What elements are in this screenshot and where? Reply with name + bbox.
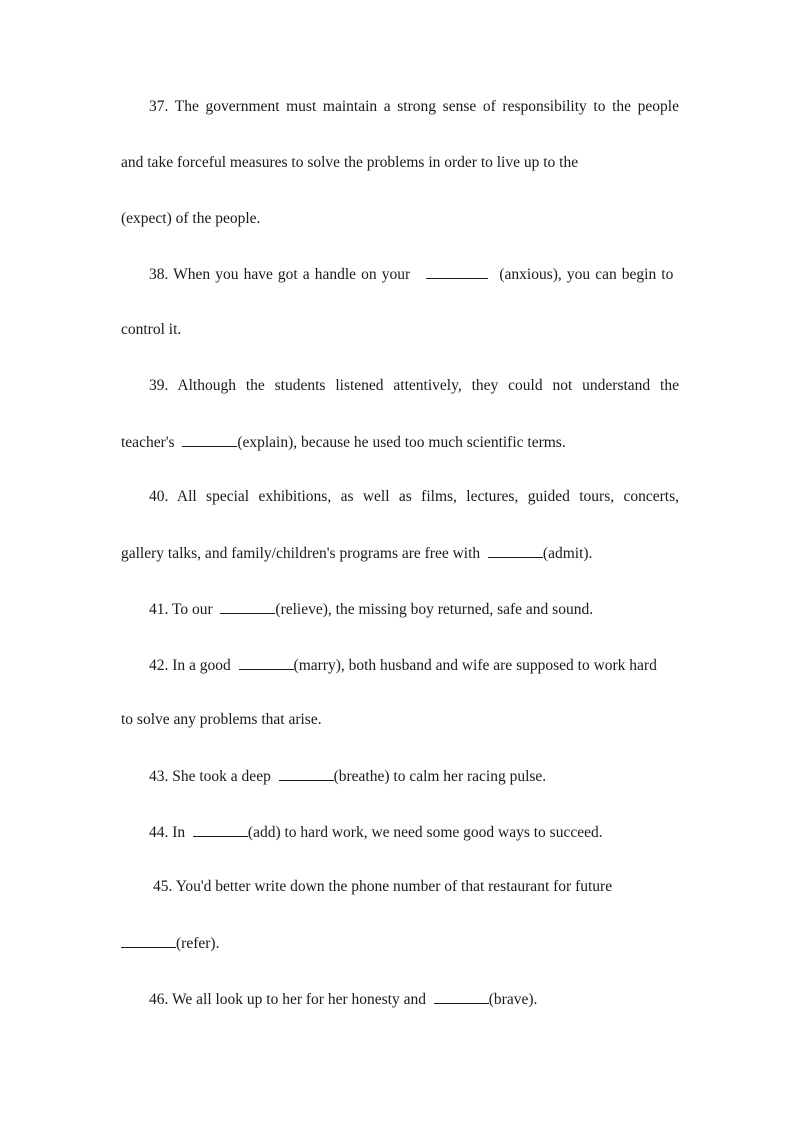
question-text: (admit). (542, 545, 593, 562)
question-42-line-1 (149, 655, 679, 676)
question-text: She took a deep (172, 768, 271, 785)
question-43-line-1 (149, 766, 679, 787)
question-number: 42. (149, 657, 169, 674)
question-39-line-2 (121, 432, 679, 453)
question-text: The government must maintain a strong sense of responsibility to the people (174, 98, 679, 115)
answer-blank[interactable] (279, 766, 334, 781)
question-44-line-1 (149, 822, 679, 843)
answer-blank[interactable] (488, 543, 543, 558)
question-37-line-2: and take forceful measures to solve the problems in order to live up to the (121, 154, 579, 171)
question-number: 39. (149, 377, 169, 394)
question-40-line-1 (149, 487, 679, 507)
question-number: 43. (149, 768, 169, 785)
question-text: In a good (172, 657, 231, 674)
answer-blank[interactable] (193, 822, 248, 837)
question-41-line-1 (149, 599, 679, 620)
question-number: 41. (149, 601, 169, 618)
question-38-line-1 (149, 264, 679, 285)
question-42-line-2: to solve any problems that arise. (121, 711, 322, 728)
question-40-line-2 (121, 543, 679, 564)
question-text: gallery talks, and family/children's programs are free with (121, 545, 481, 562)
question-text: (breathe) to calm her racing pulse. (333, 768, 547, 785)
answer-blank[interactable] (220, 599, 275, 614)
question-number: 40. (149, 488, 169, 505)
question-39-line-1 (149, 376, 679, 396)
question-46-line-1 (149, 989, 679, 1010)
question-text: To our (171, 601, 213, 618)
question-number: 38. (149, 266, 169, 283)
question-text: (relieve), the missing boy returned, safe and sound. (275, 601, 594, 618)
question-text: (anxious), you can begin to (499, 266, 674, 283)
question-37-line-1 (149, 97, 679, 117)
question-number: 46. (149, 991, 169, 1008)
question-text: (marry), both husband and wife are supposed to work hard (293, 657, 657, 674)
question-text: We all look up to her for her honesty and (171, 991, 426, 1008)
question-text: teacher's (121, 434, 175, 451)
question-45-line-2 (121, 933, 679, 954)
question-text: You'd better write down the phone number of that restaurant for future (175, 878, 613, 895)
question-text: (add) to hard work, we need some good ways to succeed. (247, 824, 603, 841)
question-text: When you have got a handle on your (173, 266, 411, 283)
question-text: (refer). (176, 935, 220, 952)
question-text: All special exhibitions, as well as films, lectures, guided tours, concerts, (176, 488, 679, 505)
question-text: (explain), because he used too much scientific terms. (237, 434, 566, 451)
question-text: Although the students listened attentively, they could not understand the (177, 377, 679, 394)
answer-blank[interactable] (426, 264, 488, 279)
answer-blank[interactable] (239, 655, 294, 670)
question-number: 37. (149, 98, 169, 115)
question-38-line-2: control it. (121, 321, 182, 338)
question-45-line-1 (153, 877, 679, 897)
question-number: 44. (149, 824, 169, 841)
answer-blank[interactable] (434, 989, 489, 1004)
question-text: (brave). (488, 991, 538, 1008)
answer-blank[interactable] (121, 933, 176, 948)
question-37-line-3: (expect) of the people. (121, 210, 261, 227)
answer-blank[interactable] (182, 432, 237, 447)
question-number: 45. (153, 878, 173, 895)
question-text: In (172, 824, 186, 841)
